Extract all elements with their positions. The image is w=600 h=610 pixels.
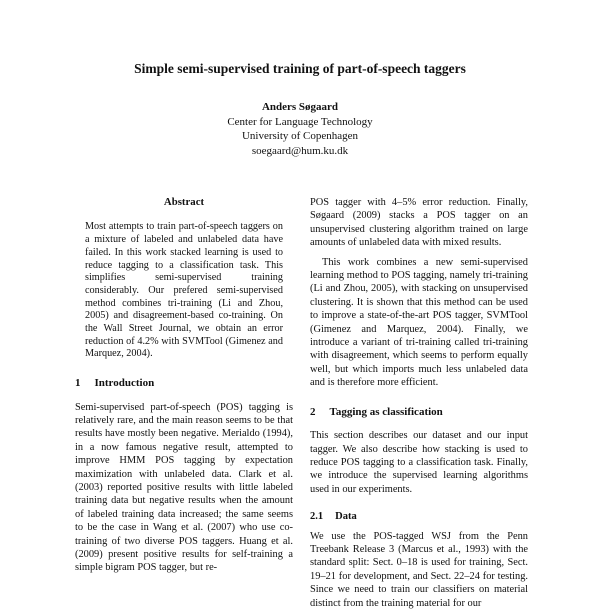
paper-title: Simple semi-supervised training of part-of-speech taggers xyxy=(134,61,466,76)
author-email: soegaard@hum.ku.dk xyxy=(251,144,349,157)
abstract-text: Most attempts to train part-of-speech taggers on a mixture of labeled and unlabeled data have failed. In this work stacked learning is used to reduce tagging to a classification task. This simplifies semi-supervised training considerably. Our prefered semi-supervised method combines tri-training (Li and Zhou, 2005) and disagreement-based co-training. On the Wall Street Journal, we obtain an error reduction of 4.2% with SVMTool (Gimenez and Marquez, 2004). xyxy=(85,221,283,360)
section-1-paragraph-1-continued: POS tagger with 4–5% error reduction. Finally, Søgaard (2009) stacks a POS tagger on an unsupervised clustering algorithm trained on large amounts of unlabeled data with mixed results. xyxy=(310,197,528,249)
abstract-heading: Abstract xyxy=(163,196,205,208)
section-2-title: Tagging as classification xyxy=(329,405,443,418)
subsection-2-1-title: Data xyxy=(335,511,357,523)
section-2-number: 2 xyxy=(310,405,316,418)
section-1-number: 1 xyxy=(75,377,81,390)
section-2-heading xyxy=(310,406,528,419)
section-1-title: Introduction xyxy=(94,377,155,390)
author-block xyxy=(0,100,600,158)
section-1-paragraph-1: Semi-supervised part-of-speech (POS) tagging is relatively rare, and the main reason seems to be that results have mostly been negative. Merialdo (1994), in a now famous negative result, attempted to improve HMM POS tagging by expectation maximization with unlabeled data. Clark et al. (2003) reported positive results with little labeled training data but negative results when the amount of labeled training data increased; the same seems to be the case in Wang et al. (2007) who use co-training of two diverse POS taggers. Huang et al. (2009) present positive results for self-training a simple bigram POS tagger, but re- xyxy=(75,401,293,574)
section-1-heading xyxy=(75,377,293,390)
author-name: Anders Søgaard xyxy=(261,101,339,113)
right-column xyxy=(310,196,528,610)
left-column xyxy=(75,196,293,575)
subsection-2-1-number: 2.1 xyxy=(310,511,324,523)
author-affiliation-2: University of Copenhagen xyxy=(241,130,359,143)
author-affiliation-1: Center for Language Technology xyxy=(227,115,373,128)
section-1-paragraph-2: This work combines a new semi-supervised learning method to POS tagging, namely tri-training (Li and Zhou, 2005), with stacking on unsupervised clustering. It is shown that this method can be used to improve a state-of-the-art POS tagger, SVMTool (Gimenez and Marquez, 2004). Finally, we introduce a variant of tri-training called tri-training with disagreement, which seems to perform equally well, but which imports much less unlabeled data and is therefore more efficient. xyxy=(310,256,528,389)
section-2-paragraph-1: This section describes our dataset and our input tagger. We also describe how stacking is used to reduce POS tagging to a classification task. Finally, we introduce the supervised learning algorithms used in our experiments. xyxy=(310,430,528,495)
subsection-2-1-paragraph-1: We use the POS-tagged WSJ from the Penn Treebank Release 3 (Marcus et al., 1993) with the standard split: Sect. 0–18 is used for training, Sect. 19–21 for development, and Sect. 22–24 for testing. Since we need to train our classifiers on material distinct from the training material for our xyxy=(310,530,528,609)
subsection-2-1-heading xyxy=(310,510,528,523)
